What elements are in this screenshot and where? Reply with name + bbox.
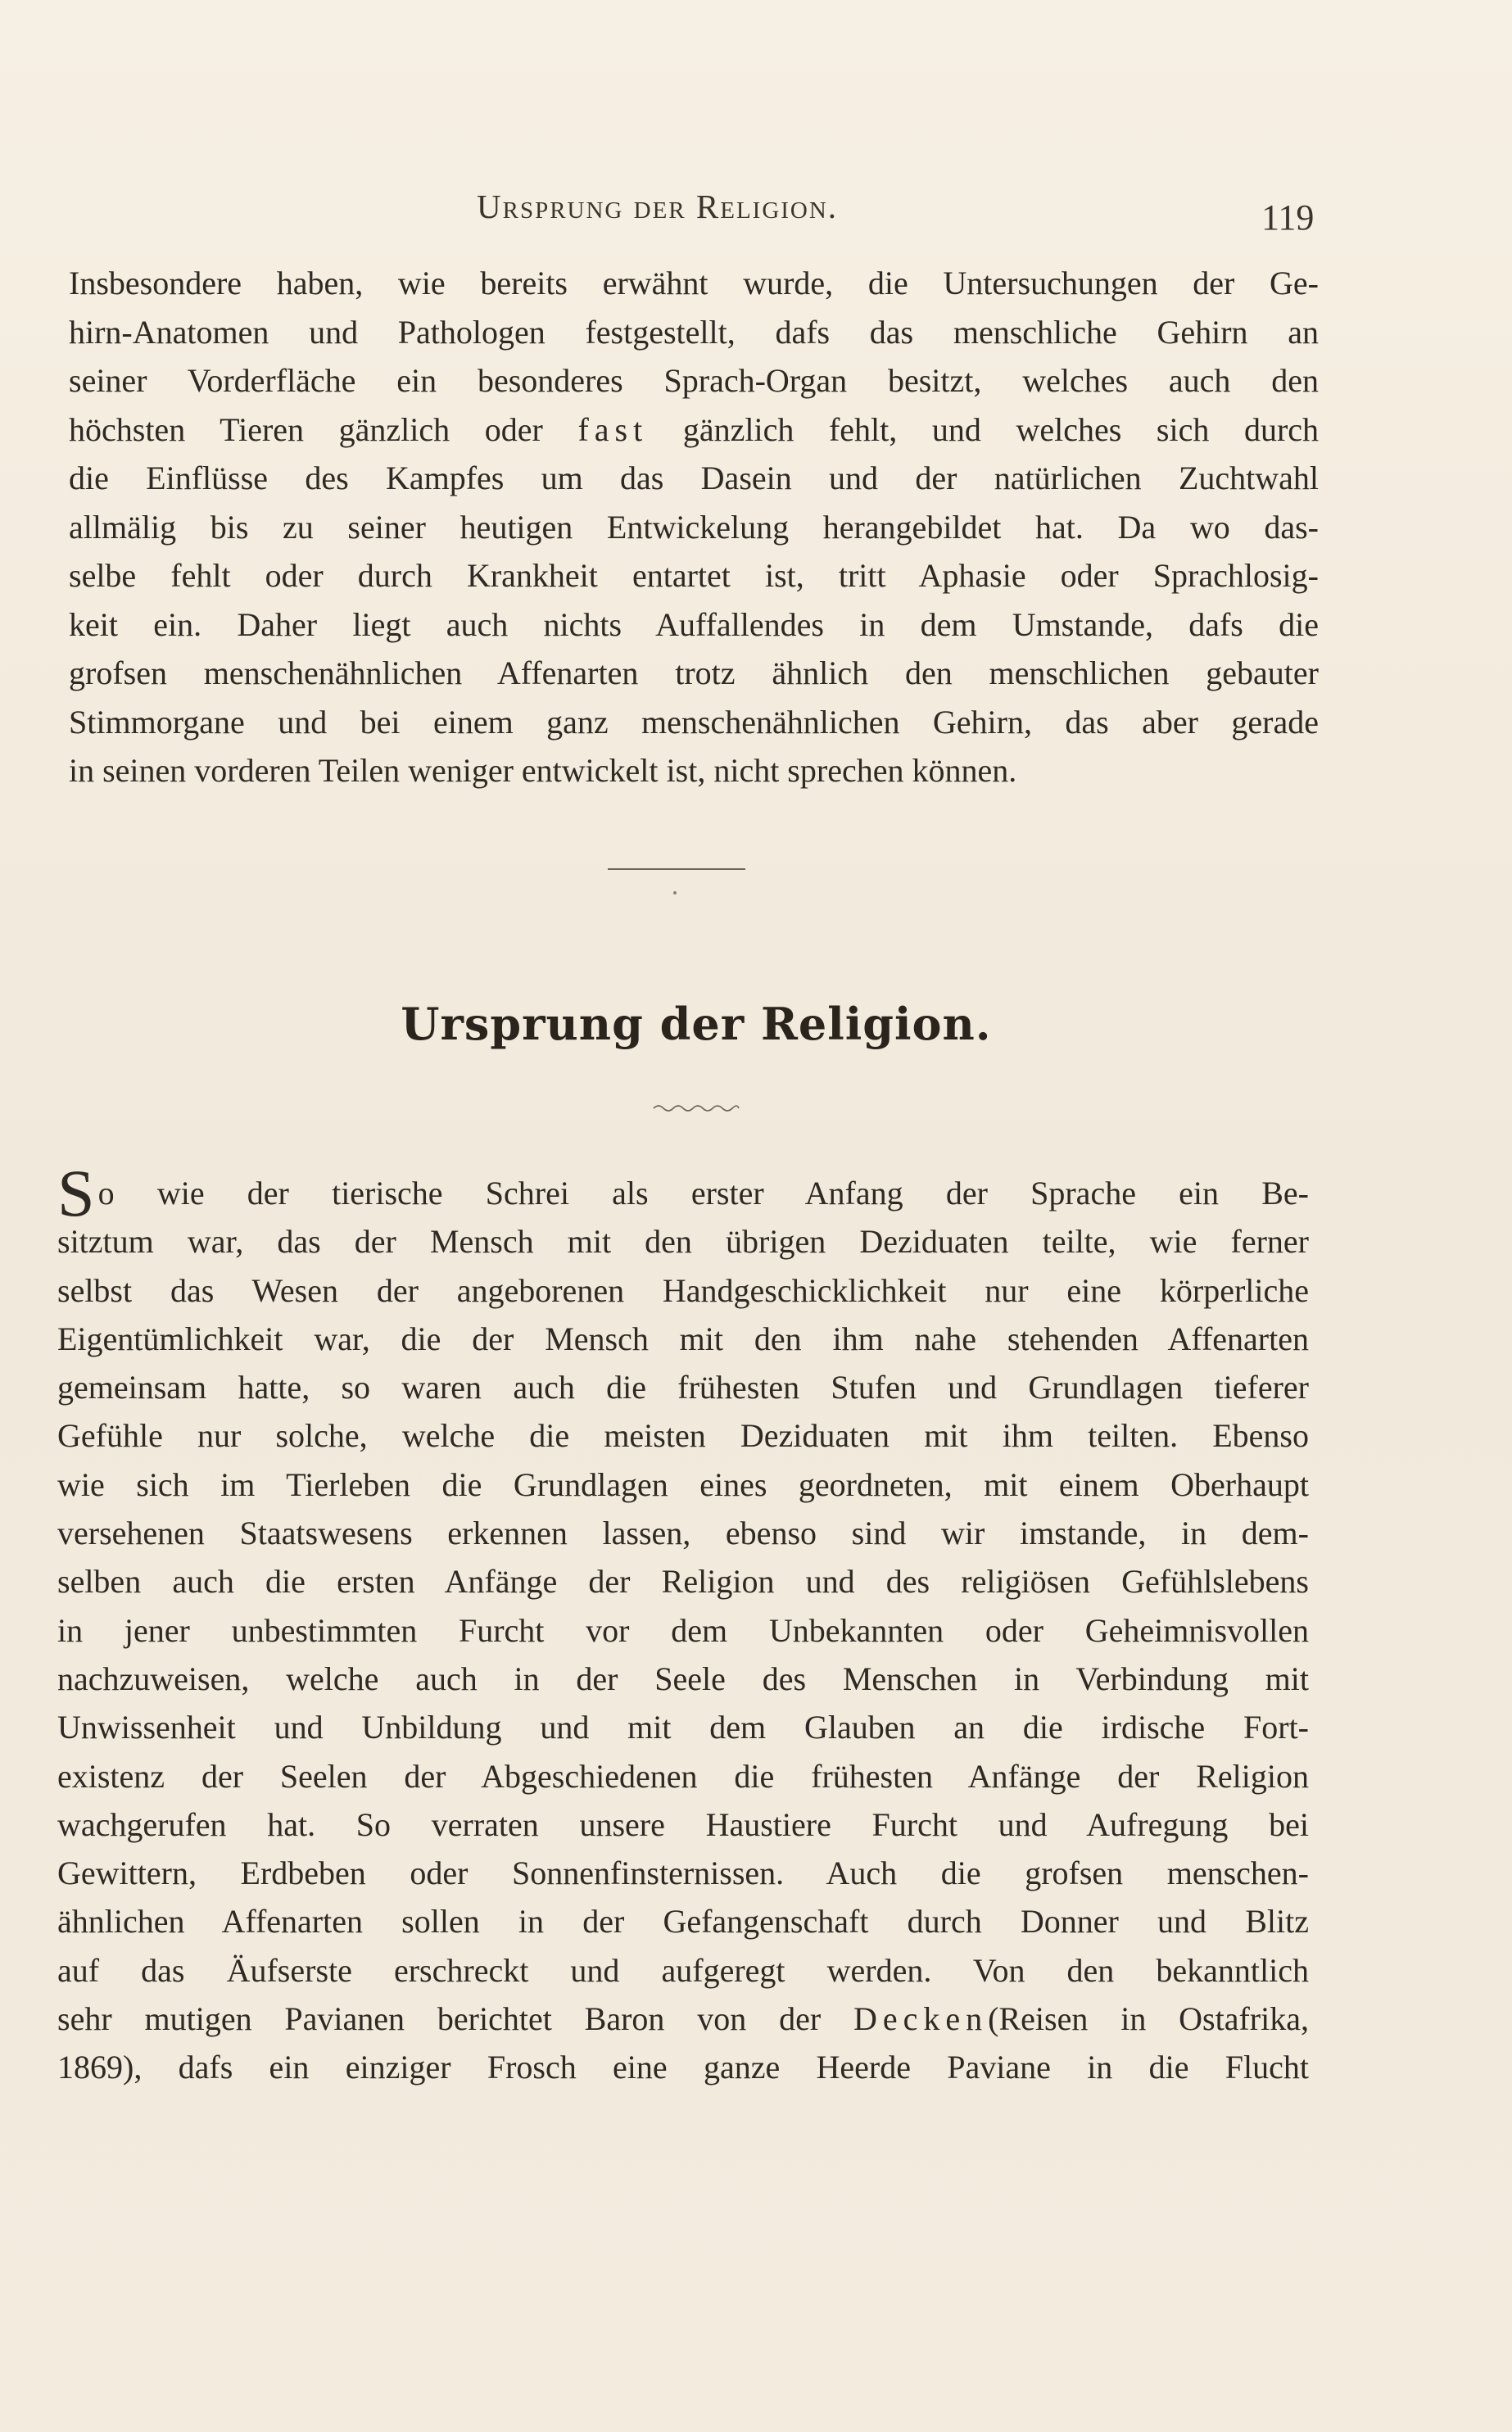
divider-dot <box>673 891 677 894</box>
text-line: 1869), dafs ein einziger Frosch eine ganze Heerde Paviane in die Flucht <box>57 2049 1309 2086</box>
text-line: Gefühle nur solche, welche die meisten Deziduaten mit ihm teilten. Ebenso <box>57 1417 1309 1455</box>
text-line: grofsen menschenähnlichen Affenarten trotz ähnlich den menschlichen gebauter <box>69 654 1319 691</box>
upper-paragraph <box>69 259 1319 795</box>
text-line-with-emphasis <box>57 1995 1309 2043</box>
text-line: selbe fehlt oder durch Krankheit entartet ist, tritt Aphasie oder Sprachlosig- <box>69 557 1319 594</box>
emphasized-word: fast <box>577 410 649 448</box>
text-line: seiner Vorderfläche ein besonderes Sprach-Organ besitzt, welches auch den <box>69 362 1319 399</box>
text-line: nachzuweisen, welche auch in der Seele des Menschen in Verbindung mit <box>57 1660 1309 1697</box>
text-line: keit ein. Daher liegt auch nichts Auffallendes in dem Umstande, dafs die <box>69 605 1319 643</box>
text-line: Stimmorgane und bei einem ganz menschenähnlichen Gehirn, das aber gerade <box>69 703 1319 740</box>
text-segment: sehr mutigen Pavianen berichtet Baron von der <box>57 2000 822 2038</box>
text-line: wie sich im Tierleben die Grundlagen eines geordneten, mit einem Oberhaupt <box>57 1465 1309 1503</box>
first-line-with-drop-cap <box>57 1156 1309 1230</box>
text-segment: o wie der tierische Schrei als erster Anfang der Sprache ein Be- <box>97 1175 1309 1211</box>
text-line: Insbesondere haben, wie bereits erwähnt wurde, die Untersuchungen der Ge- <box>69 265 1319 301</box>
text-line: selben auch die ersten Anfänge der Religion und des religiösen Gefühlslebens <box>57 1563 1309 1601</box>
text-line: ähnlichen Affenarten sollen in der Gefangenschaft durch Donner und Blitz <box>57 1903 1309 1941</box>
wave-ornament-icon <box>652 1102 740 1113</box>
text-line: in jener unbestimmten Furcht vor dem Unbekannten oder Geheimnisvollen <box>57 1611 1309 1649</box>
text-line: existenz der Seelen der Abgeschiedenen die frühesten Anfänge der Religion <box>57 1757 1309 1795</box>
text-line: in seinen vorderen Teilen weniger entwickelt ist, nicht sprechen können. <box>69 752 1017 789</box>
text-line: hirn-Anatomen und Pathologen festgestellt, dafs das menschliche Gehirn an <box>69 313 1319 351</box>
text-segment: gänzlich fehlt, und welches sich durch <box>682 410 1320 448</box>
text-line: gemeinsam hatte, so waren auch die frühesten Stufen und Grundlagen tieferer <box>57 1369 1309 1406</box>
section-title: Ursprung der Religion. <box>401 998 992 1050</box>
text-line: allmälig bis zu seiner heutigen Entwickelung herangebildet hat. Da wo das- <box>69 508 1319 546</box>
text-line: die Einflüsse des Kampfes um das Dasein und der natürlichen Zuchtwahl <box>69 460 1319 496</box>
lower-paragraph <box>57 1156 1309 2092</box>
section-divider <box>608 868 745 870</box>
text-segment: höchsten Tieren gänzlich oder <box>69 410 543 448</box>
text-line-with-emphasis <box>69 405 1319 455</box>
text-line: selbst das Wesen der angeborenen Handgeschicklichkeit nur eine körperliche <box>57 1271 1309 1309</box>
text-line: Unwissenheit und Unbildung und mit dem Glauben an die irdische Fort- <box>57 1709 1309 1746</box>
drop-cap: S <box>57 1156 95 1230</box>
text-line: auf das Äufserste erschreckt und aufgeregt werden. Von den bekanntlich <box>57 1951 1309 1989</box>
text-line: wachgerufen hat. So verraten unsere Haustiere Furcht und Aufregung bei <box>57 1805 1309 1843</box>
text-line: sitztum war, das der Mensch mit den übrigen Deziduaten teilte, wie ferner <box>57 1223 1309 1261</box>
text-line: Gewittern, Erdbeben oder Sonnenfinsternissen. Auch die grofsen menschen- <box>57 1855 1309 1892</box>
text-segment: (Reisen in Ostafrika, <box>988 2000 1309 2038</box>
running-head: Ursprung der Religion. <box>477 188 839 225</box>
text-line: versehenen Staatswesens erkennen lassen, ebenso sind wir imstande, in dem- <box>57 1515 1309 1552</box>
text-line: Eigentümlichkeit war, die der Mensch mit den ihm nahe stehenden Affenarten <box>57 1320 1309 1357</box>
emphasized-name: Decken <box>853 2000 989 2038</box>
page-number: 119 <box>1261 197 1315 238</box>
